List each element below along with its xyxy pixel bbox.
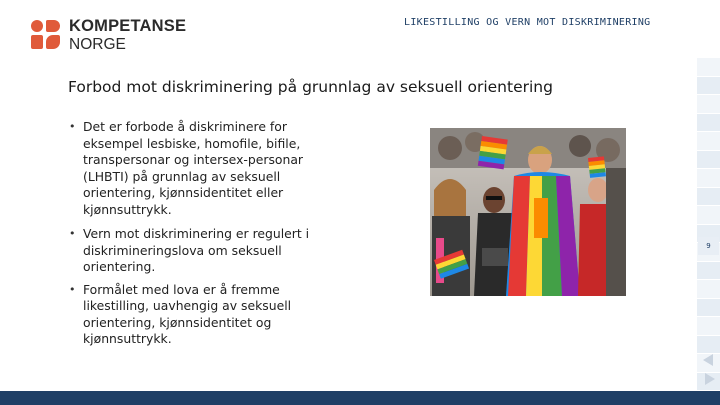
bullet-item [68,226,343,276]
bullet-dot-icon: • [69,282,76,296]
section-title: LIKESTILLING OG VERN MOT DISKRIMINERING [404,17,651,28]
logo-line2: NORGE [69,35,126,53]
bullet-dot-icon: • [69,227,76,240]
pride-parade-photo [430,128,626,296]
logo-line1: KOMPETANSE [69,17,187,35]
bullet-list [68,119,343,356]
bullet-text: Det er forbode å diskriminere for eksempel lesbiske, homofile, bifile, transpersonar og intersex-personar (LHBTI) på grunnlag av seksuell orientering, kjønnsidentitet eller kjønnsuttrykk. [83,119,304,217]
triangle-right-icon[interactable] [705,373,715,385]
page-number: 9 [698,237,719,255]
footer-bar [0,391,720,405]
slide-title: Forbod mot diskriminering på grunnlag av seksuell orientering [68,78,553,96]
bullet-item [68,119,343,218]
logo [31,18,186,52]
slide-thumbnail-strip [697,58,720,391]
triangle-left-icon[interactable] [703,354,713,366]
bullet-item [68,282,343,348]
bullet-dot-icon: • [69,120,76,133]
bullet-text: Formålet med lova er å fremme likestilling, uavhengig av seksuell orientering, kjønnsidentitet og kjønnsuttrykk. [83,281,292,346]
bullet-text: Vern mot diskriminering er regulert i diskrimineringslova om seksuell orientering. [83,226,310,274]
logo-mark-icon [31,20,61,50]
logo-text [69,18,186,52]
